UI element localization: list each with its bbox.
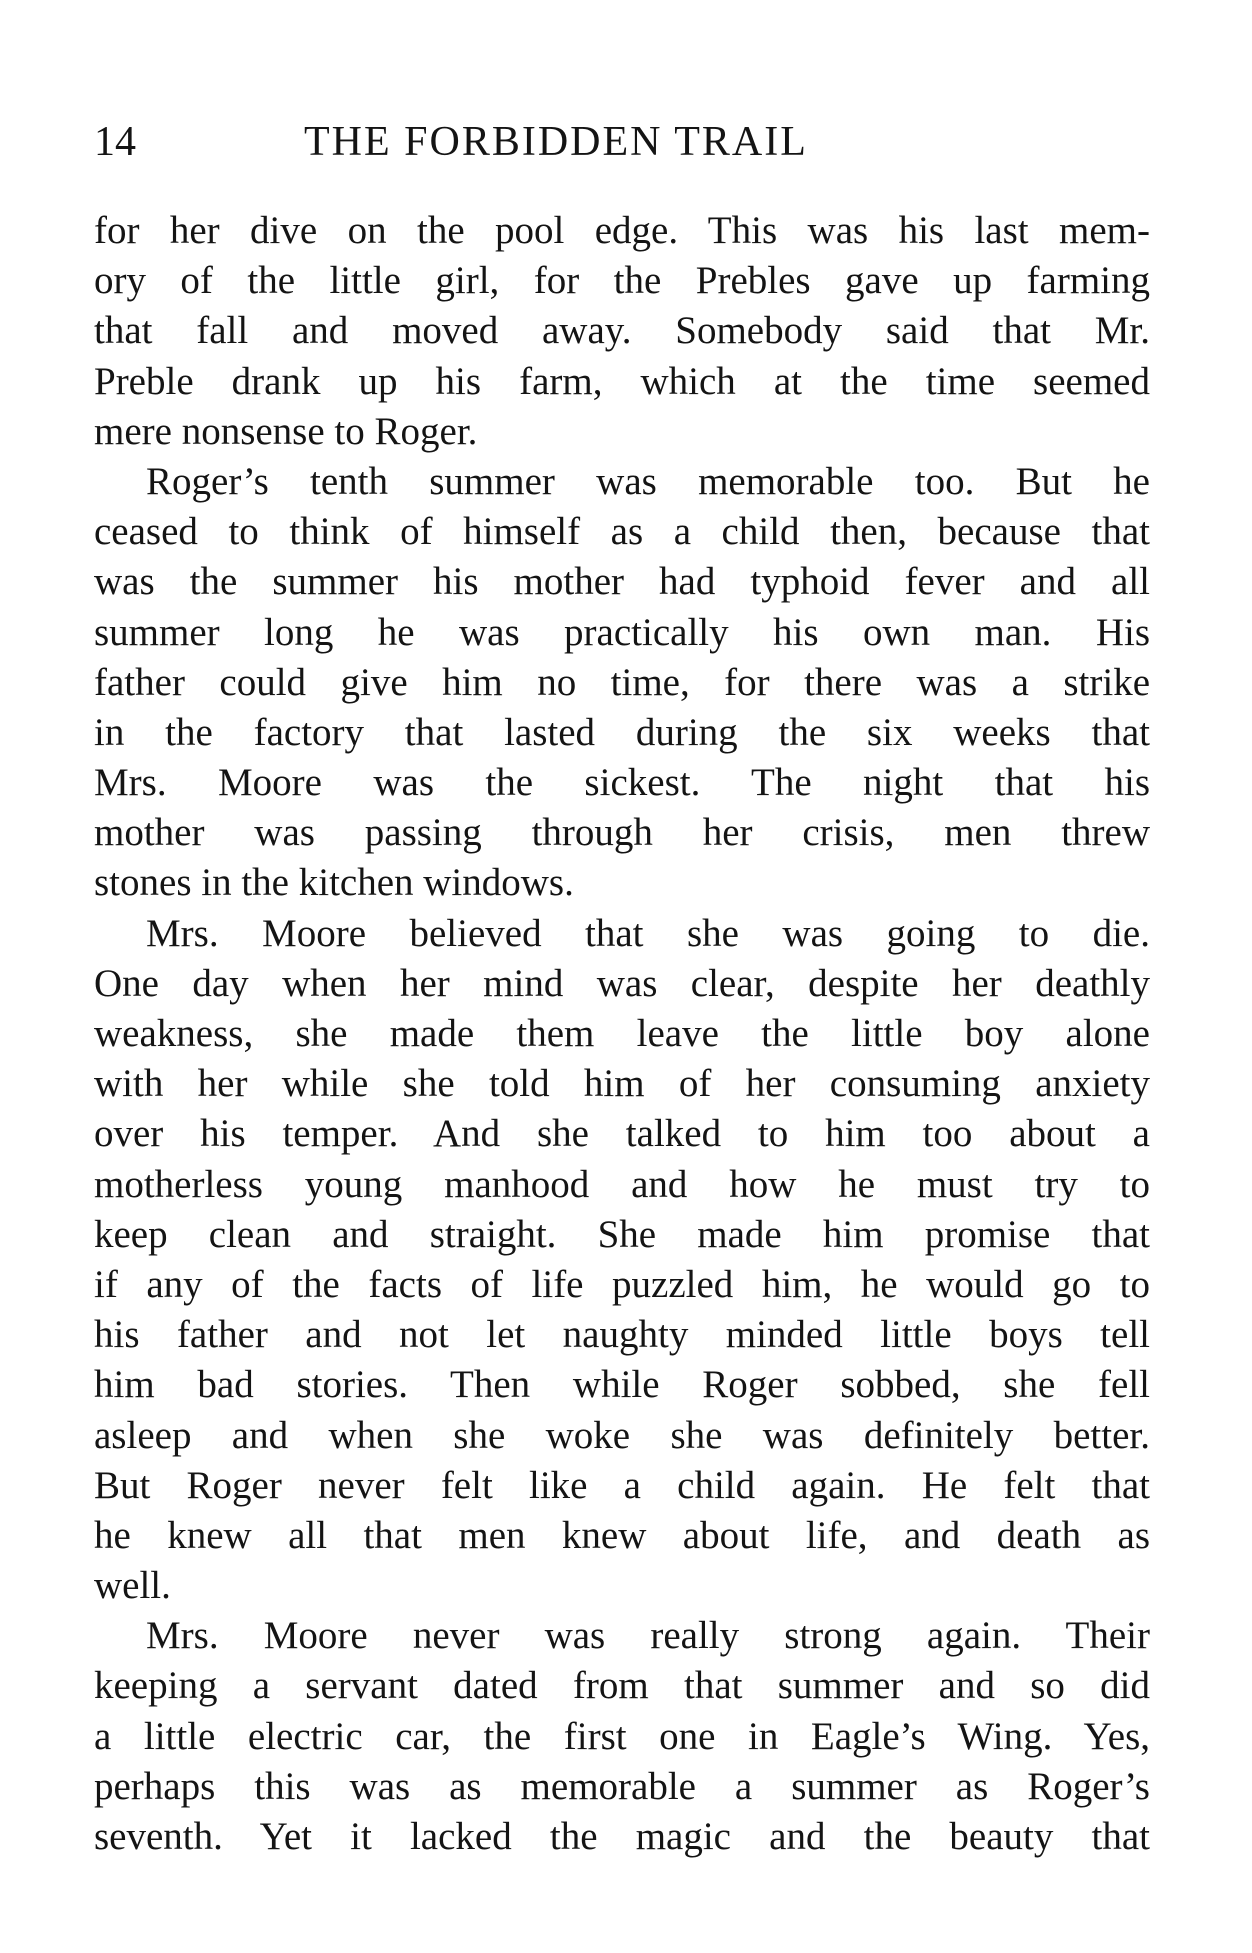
text-line: keep clean and straight. She made him promise that: [94, 1212, 1150, 1256]
text-line: him bad stories. Then while Roger sobbed, she fell: [94, 1363, 1150, 1407]
text-line: Roger’s tenth summer was memorable too. But he: [146, 459, 1150, 503]
text-line: with her while she told him of her consuming anxiety: [94, 1062, 1150, 1106]
text-line: stones in the kitchen windows.: [94, 861, 574, 905]
text-line: One day when her mind was clear, despite her deathly: [94, 961, 1150, 1005]
text-line: father could give him no time, for there was a strike: [94, 660, 1150, 704]
text-line: mother was passing through her crisis, men threw: [94, 811, 1150, 855]
text-line: mere nonsense to Roger.: [94, 409, 478, 453]
text-line: was the summer his mother had typhoid fever and all: [94, 560, 1150, 604]
text-line: a little electric car, the first one in Eagle’s Wing. Yes,: [94, 1714, 1150, 1758]
text-line: But Roger never felt like a child again. He felt that: [94, 1463, 1150, 1507]
text-line: ceased to think of himself as a child then, because that: [94, 510, 1150, 554]
text-line: that fall and moved away. Somebody said that Mr.: [94, 309, 1150, 353]
text-line: his father and not let naughty minded little boys tell: [94, 1313, 1150, 1357]
text-line: Mrs. Moore never was really strong again. Their: [146, 1614, 1150, 1658]
text-line: perhaps this was as memorable a summer as Roger’s: [94, 1764, 1150, 1808]
text-line: weakness, she made them leave the little boy alone: [94, 1012, 1150, 1055]
text-line: he knew all that men knew about life, and death as: [94, 1513, 1150, 1557]
text-line: ory of the little girl, for the Prebles gave up farming: [94, 259, 1150, 303]
running-title: THE FORBIDDEN TRAIL: [304, 119, 808, 165]
text-line: for her dive on the pool edge. This was his last mem-: [94, 209, 1150, 252]
text-line: keeping a servant dated from that summer and so did: [94, 1664, 1150, 1708]
text-line: summer long he was practically his own man. His: [94, 610, 1150, 654]
text-line: if any of the facts of life puzzled him, he would go to: [94, 1262, 1150, 1306]
text-line: Preble drank up his farm, which at the time seemed: [94, 359, 1150, 403]
text-line: Mrs. Moore believed that she was going to die.: [146, 911, 1150, 955]
text-line: asleep and when she woke she was definitely better.: [94, 1413, 1150, 1457]
text-line: motherless young manhood and how he must try to: [94, 1162, 1150, 1206]
text-line: in the factory that lasted during the six weeks that: [94, 710, 1150, 754]
text-line: well.: [94, 1564, 171, 1608]
text-line: over his temper. And she talked to him too about a: [94, 1112, 1150, 1156]
text-line: seventh. Yet it lacked the magic and the beauty that: [94, 1815, 1150, 1858]
text-line: Mrs. Moore was the sickest. The night that his: [94, 761, 1150, 805]
running-head: [94, 112, 1150, 172]
body-text: [94, 206, 1150, 1862]
page-number: 14: [94, 119, 136, 165]
